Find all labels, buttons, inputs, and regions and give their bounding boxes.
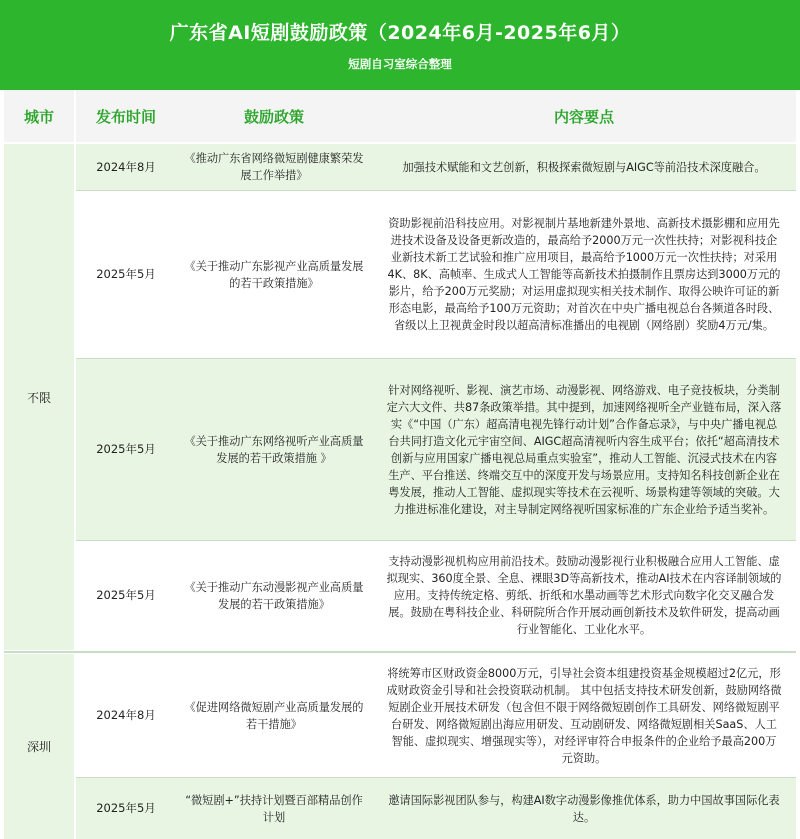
title-banner <box>0 0 800 90</box>
table-cell-policy: 《促进网络微短剧产业高质量发展的若干措施》 <box>184 700 364 731</box>
table-cell-date: 2025年5月 <box>96 267 156 281</box>
city-cell-shenzhen: 深圳 <box>4 654 74 839</box>
table-cell-content: 资助影视前沿科技应用。对影视制片基地新建外景地、高新技术摄影棚和应用先进技术设备及设备更新改造的，最高给予2000万元一次性扶持；对影视科技企业新技术新工艺试验和推广应用项目，最高给予1000万元一次性扶持；对采用4K、8K、高帧率、生成式人工智能等高新技术拍摄制作且票房达到3000万元的影片，给予200万元奖励；对运用虚拟现实相关技术制作、取得公映许可证的新形态电影，最高给予100万元资助；对首次在中央广播电视总台各频道各时段、省级以上卫视黄金时段以超高清标准播出的电视剧（网络剧）奖励4万元/集。 <box>387 217 781 332</box>
column-header-content: 内容要点 <box>372 90 796 142</box>
table-cell-content: 针对网络视听、影视、演艺市场、动漫影视、网络游戏、电子竞技板块，分类制定六大文件、共87条政策举措。其中提到，加速网络视听全产业链布局，深入落实《“中国（广东）超高清电视先锋行动计划”合作备忘录》，与中央广播电视总台共同打造文化元宇宙空间、AIGC超高清视听内容生成平台；依托“超高清技术创新与应用国家广播电视总局重点实验室”，推动人工智能、沉浸式技术在内容生产、平台推送、终端交互中的深度开发与场景应用。支持知名科技创新企业在粤发展，推动人工智能、虚拟现实等技术在云视听、场景构建等领域的突破。大力推进标准化建设，对主导制定网络视听国家标准的广东企业给予适当奖补。 <box>386 383 782 516</box>
table-cell-date: 2025年5月 <box>96 442 156 456</box>
table-cell-date: 2024年8月 <box>96 708 156 722</box>
table-cell-date: 2025年5月 <box>96 588 156 602</box>
table-cell-content: 支持动漫影视机构应用前沿技术。鼓励动漫影视行业积极融合应用人工智能、虚拟现实、360度全景、全息、裸眼3D等高新技术，推动AI技术在内容译制领域的应用。支持传统定格、剪纸、折纸和水墨动画等艺术形式向数字化交叉融合发展。鼓励在粤科技企业、科研院所合作开展动画创新技术及软件研发，提高动画行业智能化、工业化水平。 <box>386 555 782 636</box>
page-title: 广东省AI短剧鼓励政策（2024年6月-2025年6月） <box>169 22 631 44</box>
table-cell-policy: 《关于推动广东动漫影视产业高质量发展的若干政策措施》 <box>184 580 364 611</box>
table-cell-date: 2024年8月 <box>96 159 156 174</box>
column-header-date: 发布时间 <box>76 90 176 142</box>
city-cell-unrestricted: 不限 <box>4 144 74 650</box>
group-divider <box>4 651 796 653</box>
table-cell-policy: 《关于推动广东网络视听产业高质量发展的若干政策措施 》 <box>184 434 364 465</box>
table-cell-policy: 《推动广东省网络微短剧健康繁荣发展工作举措》 <box>184 152 364 182</box>
column-header-policy: 鼓励政策 <box>176 90 372 142</box>
column-header-city: 城市 <box>4 90 74 142</box>
table-cell-content: 将统筹市区财政资金8000万元，引导社会资本组建投资基金规模超过2亿元，形成财政资金引导和社会投资联动机制。 其中包括支持技术研发创新，鼓励网络微短剧企业开展技术研发（包含但不限于网络微短剧创作工具研发、网络微短剧平台研发、网络微短剧出海应用研发、互动剧研发、网络微短剧相关SaaS、人工智能、虚拟现实、增强现实等），对经评审符合申报条件的企业给予最高200万元资助。 <box>386 666 782 765</box>
table-cell-policy: “微短剧+”扶持计划暨百部精品创作计划 <box>185 793 363 824</box>
page-subtitle: 短剧自习室综合整理 <box>348 57 452 71</box>
table-cell-content: 邀请国际影视团队参与，构建AI数字动漫影像推优体系，助力中国故事国际化表达。 <box>388 793 780 824</box>
table-cell-policy: 《关于推动广东影视产业高质量发展的若干政策措施》 <box>184 259 364 290</box>
table-cell-date: 2025年5月 <box>96 801 156 815</box>
table-cell-content: 加强技术赋能和文艺创新，积极探索微短剧与AIGC等前沿技术深度融合。 <box>402 160 766 174</box>
